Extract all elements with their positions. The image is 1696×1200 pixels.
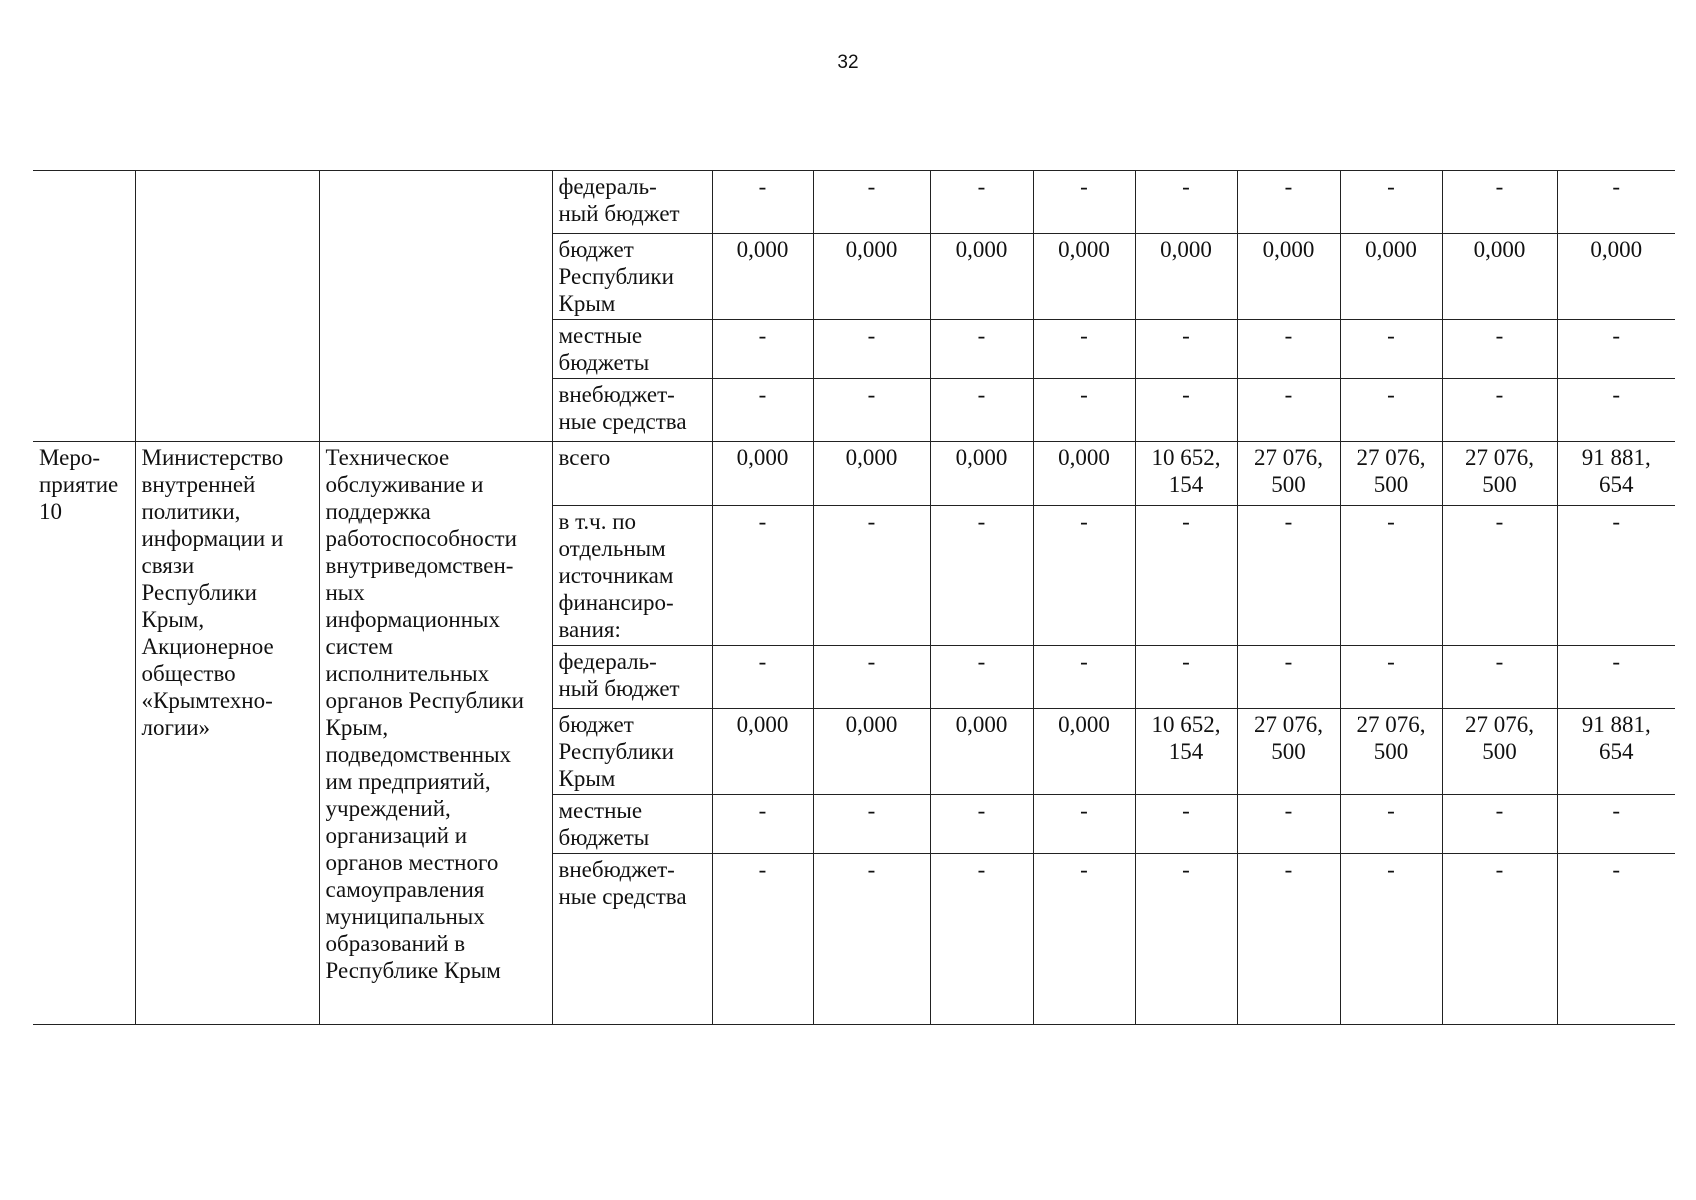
value-cell: - xyxy=(1033,646,1135,709)
value-cell: - xyxy=(1135,854,1237,1025)
funding-source-label: всего xyxy=(552,442,712,506)
funding-source-label: в т.ч. по отдельным источникам финансиро- вания: xyxy=(552,506,712,646)
value-cell: - xyxy=(1033,320,1135,379)
value-cell: - xyxy=(1237,506,1340,646)
value-cell: - xyxy=(1237,795,1340,854)
funding-source-label: местные бюджеты xyxy=(552,320,712,379)
value-cell: - xyxy=(813,379,930,442)
value-cell: 27 076, 500 xyxy=(1442,709,1557,795)
value-cell: 91 881, 654 xyxy=(1557,442,1675,506)
value-cell: 0,000 xyxy=(813,709,930,795)
value-cell: - xyxy=(1135,171,1237,234)
value-cell: 0,000 xyxy=(712,234,813,320)
value-cell: - xyxy=(930,171,1033,234)
value-cell: 27 076, 500 xyxy=(1442,442,1557,506)
value-cell: 0,000 xyxy=(712,442,813,506)
value-cell: 0,000 xyxy=(1033,709,1135,795)
description-cell-empty xyxy=(319,171,552,442)
value-cell: - xyxy=(1557,854,1675,1025)
value-cell: - xyxy=(1557,320,1675,379)
value-cell: - xyxy=(1340,646,1442,709)
funding-source-label: внебюджет- ные средства xyxy=(552,379,712,442)
value-cell: - xyxy=(1033,795,1135,854)
value-cell: 0,000 xyxy=(712,709,813,795)
value-cell: - xyxy=(1033,506,1135,646)
funding-source-label: внебюджет- ные средства xyxy=(552,854,712,1025)
value-cell: 0,000 xyxy=(1442,234,1557,320)
funding-source-label: федераль- ный бюджет xyxy=(552,646,712,709)
value-cell: - xyxy=(813,320,930,379)
value-cell: - xyxy=(712,646,813,709)
value-cell: - xyxy=(1557,506,1675,646)
value-cell: - xyxy=(712,171,813,234)
value-cell: - xyxy=(813,854,930,1025)
value-cell: - xyxy=(930,795,1033,854)
value-cell: 27 076, 500 xyxy=(1340,709,1442,795)
value-cell: - xyxy=(1033,379,1135,442)
value-cell: - xyxy=(1442,795,1557,854)
value-cell: 0,000 xyxy=(1135,234,1237,320)
value-cell: 0,000 xyxy=(1033,234,1135,320)
value-cell: - xyxy=(712,854,813,1025)
value-cell: - xyxy=(1135,320,1237,379)
value-cell: 27 076, 500 xyxy=(1340,442,1442,506)
value-cell: 0,000 xyxy=(1033,442,1135,506)
value-cell: 27 076, 500 xyxy=(1237,709,1340,795)
value-cell: - xyxy=(1237,646,1340,709)
value-cell: - xyxy=(1135,795,1237,854)
value-cell: - xyxy=(930,320,1033,379)
value-cell: - xyxy=(813,795,930,854)
value-cell: - xyxy=(1340,379,1442,442)
budget-table-body xyxy=(33,171,1675,1025)
value-cell: - xyxy=(1442,171,1557,234)
value-cell: - xyxy=(1340,795,1442,854)
value-cell: - xyxy=(1237,379,1340,442)
value-cell: 0,000 xyxy=(1237,234,1340,320)
value-cell: - xyxy=(813,646,930,709)
value-cell: - xyxy=(813,506,930,646)
executor-cell-empty xyxy=(135,171,319,442)
value-cell: - xyxy=(930,854,1033,1025)
value-cell: - xyxy=(1033,854,1135,1025)
value-cell: - xyxy=(1340,171,1442,234)
value-cell: - xyxy=(1442,854,1557,1025)
value-cell: - xyxy=(1557,795,1675,854)
event-name-cell-empty xyxy=(33,171,135,442)
funding-source-label: местные бюджеты xyxy=(552,795,712,854)
value-cell: - xyxy=(712,320,813,379)
value-cell: 10 652, 154 xyxy=(1135,442,1237,506)
value-cell: - xyxy=(1033,171,1135,234)
value-cell: - xyxy=(1340,320,1442,379)
value-cell: - xyxy=(1557,171,1675,234)
funding-source-label: бюджет Республики Крым xyxy=(552,234,712,320)
value-cell: 0,000 xyxy=(930,442,1033,506)
funding-source-label: бюджет Республики Крым xyxy=(552,709,712,795)
value-cell: - xyxy=(813,171,930,234)
value-cell: - xyxy=(1557,646,1675,709)
value-cell: 0,000 xyxy=(930,234,1033,320)
value-cell: - xyxy=(1135,379,1237,442)
table-row xyxy=(33,171,1675,234)
value-cell: 10 652, 154 xyxy=(1135,709,1237,795)
funding-source-label: федераль- ный бюджет xyxy=(552,171,712,234)
value-cell: 0,000 xyxy=(813,234,930,320)
value-cell: - xyxy=(1340,854,1442,1025)
value-cell: - xyxy=(930,506,1033,646)
value-cell: - xyxy=(930,379,1033,442)
value-cell: 91 881, 654 xyxy=(1557,709,1675,795)
value-cell: - xyxy=(1442,646,1557,709)
value-cell: - xyxy=(1340,506,1442,646)
value-cell: - xyxy=(712,506,813,646)
value-cell: - xyxy=(1442,506,1557,646)
value-cell: - xyxy=(1442,320,1557,379)
value-cell: 0,000 xyxy=(813,442,930,506)
value-cell: - xyxy=(1237,320,1340,379)
value-cell: - xyxy=(1237,171,1340,234)
value-cell: 27 076, 500 xyxy=(1237,442,1340,506)
value-cell: - xyxy=(930,646,1033,709)
executor-cell: Министерство внутренней политики, информации и связи Республики Крым, Акционерное общество «Крымтехно- логии» xyxy=(135,442,319,1025)
value-cell: 0,000 xyxy=(1557,234,1675,320)
value-cell: - xyxy=(712,379,813,442)
value-cell: - xyxy=(712,795,813,854)
description-cell: Техническое обслуживание и поддержка работоспособности внутриведомствен- ных информационных систем исполнительных органов Республики Крым, подведомственных им предприятий, учреждений, организаций и органов местного самоуправления муниципальных образований в Республике Крым xyxy=(319,442,552,1025)
table-row xyxy=(33,442,1675,506)
budget-table xyxy=(33,170,1675,1025)
value-cell: 0,000 xyxy=(930,709,1033,795)
value-cell: 0,000 xyxy=(1340,234,1442,320)
value-cell: - xyxy=(1557,379,1675,442)
event-name-cell: Меро- приятие 10 xyxy=(33,442,135,1025)
value-cell: - xyxy=(1135,506,1237,646)
value-cell: - xyxy=(1442,379,1557,442)
value-cell: - xyxy=(1237,854,1340,1025)
page-number: 32 xyxy=(837,52,859,73)
value-cell: - xyxy=(1135,646,1237,709)
